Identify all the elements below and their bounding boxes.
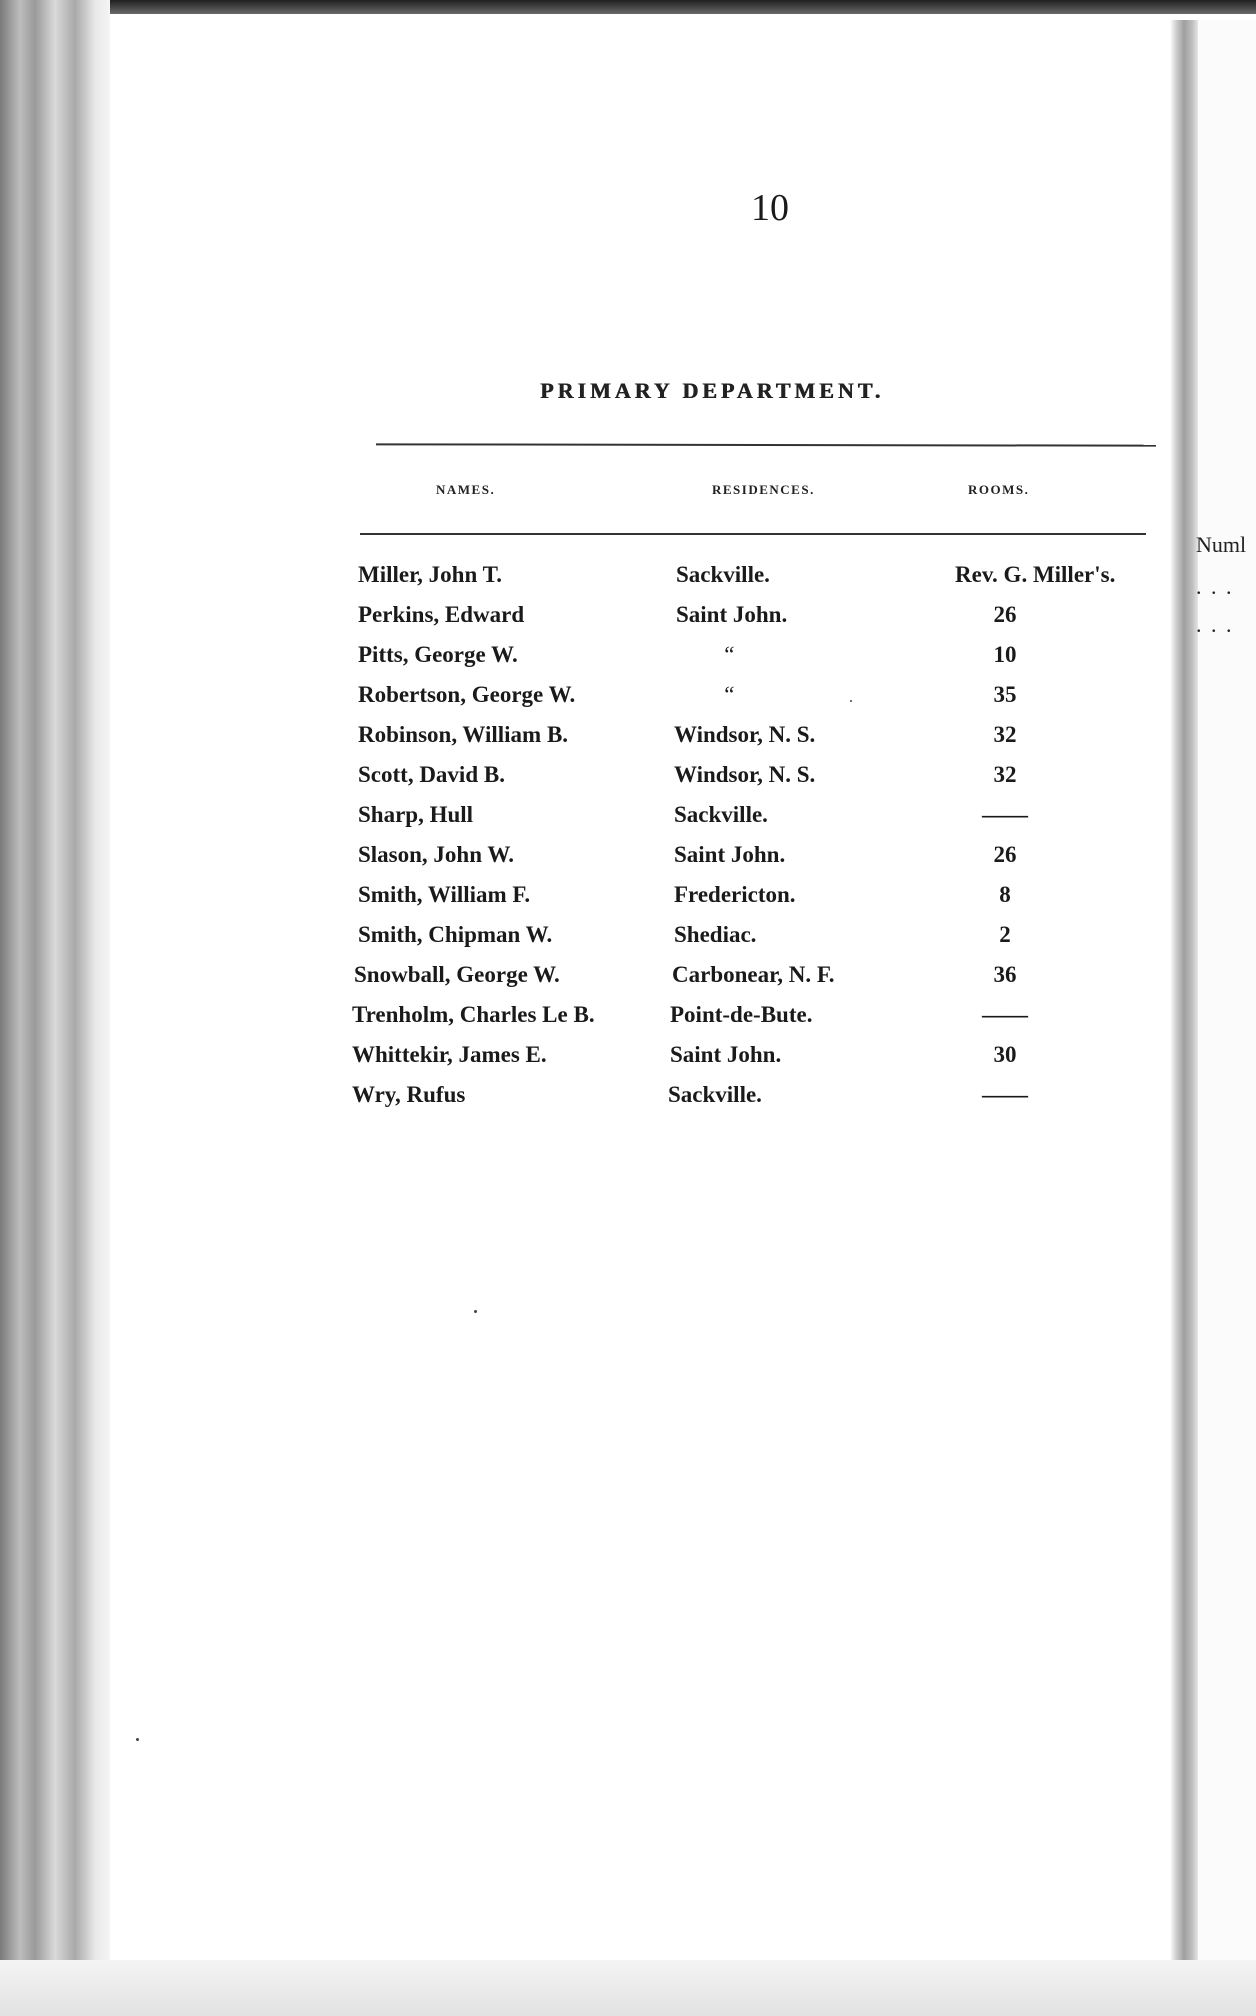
table-row <box>0 802 1256 842</box>
student-residence: “ <box>722 682 735 707</box>
student-residence: Saint John. <box>674 842 786 867</box>
column-header-residences: RESIDENCES. <box>712 482 815 497</box>
student-room: —— <box>982 1082 1028 1107</box>
student-name: Sharp, Hull <box>358 802 474 827</box>
student-residence: Sackville. <box>668 1082 762 1107</box>
student-room: 8 <box>999 882 1011 907</box>
student-name: Scott, David B. <box>358 762 505 787</box>
student-room: Rev. G. Miller's. <box>955 562 1116 587</box>
student-residence: Shediac. <box>674 922 757 947</box>
table-row <box>0 922 1256 962</box>
paper-speck <box>850 700 852 702</box>
scan-top-edge <box>0 0 1256 14</box>
paper-speck <box>474 1310 477 1313</box>
student-name: Smith, Chipman W. <box>358 922 553 947</box>
student-room: 26 <box>993 602 1017 627</box>
scan-bottom-edge <box>0 1960 1256 2016</box>
table-row <box>0 842 1256 882</box>
adjacent-page-dots: . . . <box>1196 574 1234 599</box>
student-residence: Carbonear, N. F. <box>672 962 835 987</box>
student-room: —— <box>982 802 1028 827</box>
header-rule-bottom <box>360 533 1146 535</box>
table-row <box>0 762 1256 802</box>
table-row <box>0 642 1256 682</box>
student-residence: Windsor, N. S. <box>674 762 816 787</box>
table-row <box>0 682 1256 722</box>
table-row <box>0 962 1256 1002</box>
table-row <box>0 1082 1256 1122</box>
student-name: Trenholm, Charles Le B. <box>352 1002 595 1027</box>
table-row <box>0 1042 1256 1082</box>
student-residence: Windsor, N. S. <box>674 722 816 747</box>
student-room: 10 <box>993 642 1017 667</box>
student-residence: Point-de-Bute. <box>670 1002 813 1027</box>
student-room: 30 <box>993 1042 1017 1067</box>
adjacent-page-word: Numl <box>1196 532 1247 557</box>
student-room: 35 <box>993 682 1017 707</box>
student-room: 26 <box>993 842 1017 867</box>
student-residence: Saint John. <box>670 1042 782 1067</box>
student-room: 2 <box>999 922 1011 947</box>
student-room: 36 <box>993 962 1017 987</box>
table-row <box>0 602 1256 642</box>
student-name: Perkins, Edward <box>358 602 525 627</box>
column-header-names: NAMES. <box>436 482 496 497</box>
page-number: 10 <box>751 187 789 229</box>
adjacent-page-dots: . . . <box>1196 612 1234 637</box>
student-name: Whittekir, James E. <box>352 1042 547 1067</box>
student-room: —— <box>982 1002 1028 1027</box>
student-name: Smith, William F. <box>358 882 531 907</box>
student-name: Slason, John W. <box>358 842 514 867</box>
student-name: Snowball, George W. <box>354 962 560 987</box>
header-rule-top <box>376 443 1156 446</box>
table-row <box>0 1002 1256 1042</box>
table-row <box>0 882 1256 922</box>
student-residence: Sackville. <box>676 562 770 587</box>
table-row <box>0 722 1256 762</box>
student-name: Miller, John T. <box>358 562 502 587</box>
paper-speck <box>136 1738 139 1741</box>
student-name: Wry, Rufus <box>352 1082 466 1107</box>
student-residence: Sackville. <box>674 802 768 827</box>
section-title: PRIMARY DEPARTMENT. <box>540 378 885 403</box>
student-name: Robinson, William B. <box>358 722 569 747</box>
student-residence: Saint John. <box>676 602 788 627</box>
student-name: Robertson, George W. <box>358 682 576 707</box>
student-residence: Fredericton. <box>674 882 796 907</box>
student-residence: “ <box>722 642 735 667</box>
column-header-rooms: ROOMS. <box>968 482 1030 497</box>
student-room: 32 <box>993 722 1017 747</box>
student-name: Pitts, George W. <box>358 642 518 667</box>
student-room: 32 <box>993 762 1017 787</box>
table-row <box>0 562 1256 602</box>
